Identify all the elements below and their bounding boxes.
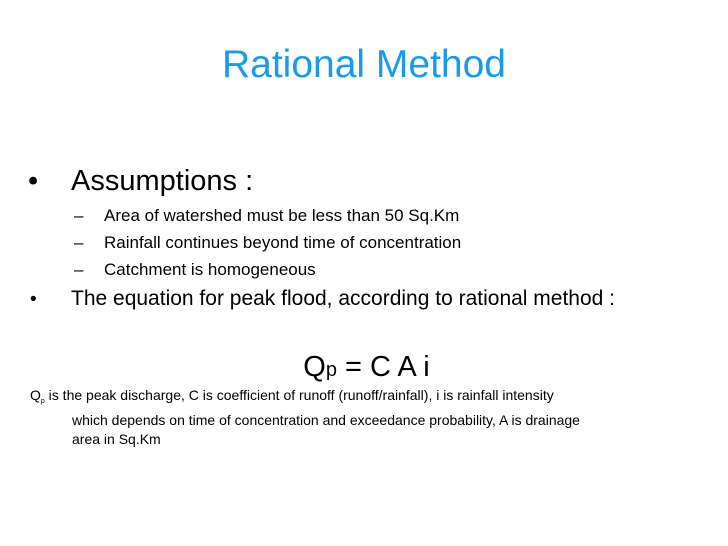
note-line: which depends on time of concentration and exceedance probability, A is drainage	[72, 412, 580, 428]
equation-q-subscript: p	[325, 359, 337, 381]
note-text: is the peak discharge, C is coefficient of runoff (runoff/rainfall), i is rainfall intensity	[44, 387, 554, 403]
rational-equation	[0, 351, 728, 384]
assumptions-label: Assumptions :	[71, 165, 254, 197]
note-q-subscript: p	[40, 398, 45, 405]
bullet-marker: •	[30, 289, 37, 310]
equation-rhs: = C A i	[336, 351, 430, 383]
dash-marker: –	[74, 206, 84, 225]
assumption-text: Catchment is homogeneous	[104, 260, 316, 279]
note-line: area in Sq.Km	[72, 431, 161, 447]
note-q: Q	[30, 387, 41, 403]
assumption-text: Rainfall continues beyond time of concentration	[104, 233, 462, 252]
note-line	[30, 386, 697, 411]
slide-title: Rational Method	[221, 43, 506, 86]
dash-marker: –	[74, 260, 84, 279]
equation-q: Q	[303, 351, 326, 383]
dash-marker: –	[74, 233, 84, 252]
equation-intro-text: The equation for peak flood, according to rational method :	[71, 287, 616, 310]
assumption-text: Area of watershed must be less than 50 Sq.Km	[104, 206, 460, 225]
bullet-marker: •	[28, 165, 39, 197]
variable-definitions	[32, 386, 697, 449]
